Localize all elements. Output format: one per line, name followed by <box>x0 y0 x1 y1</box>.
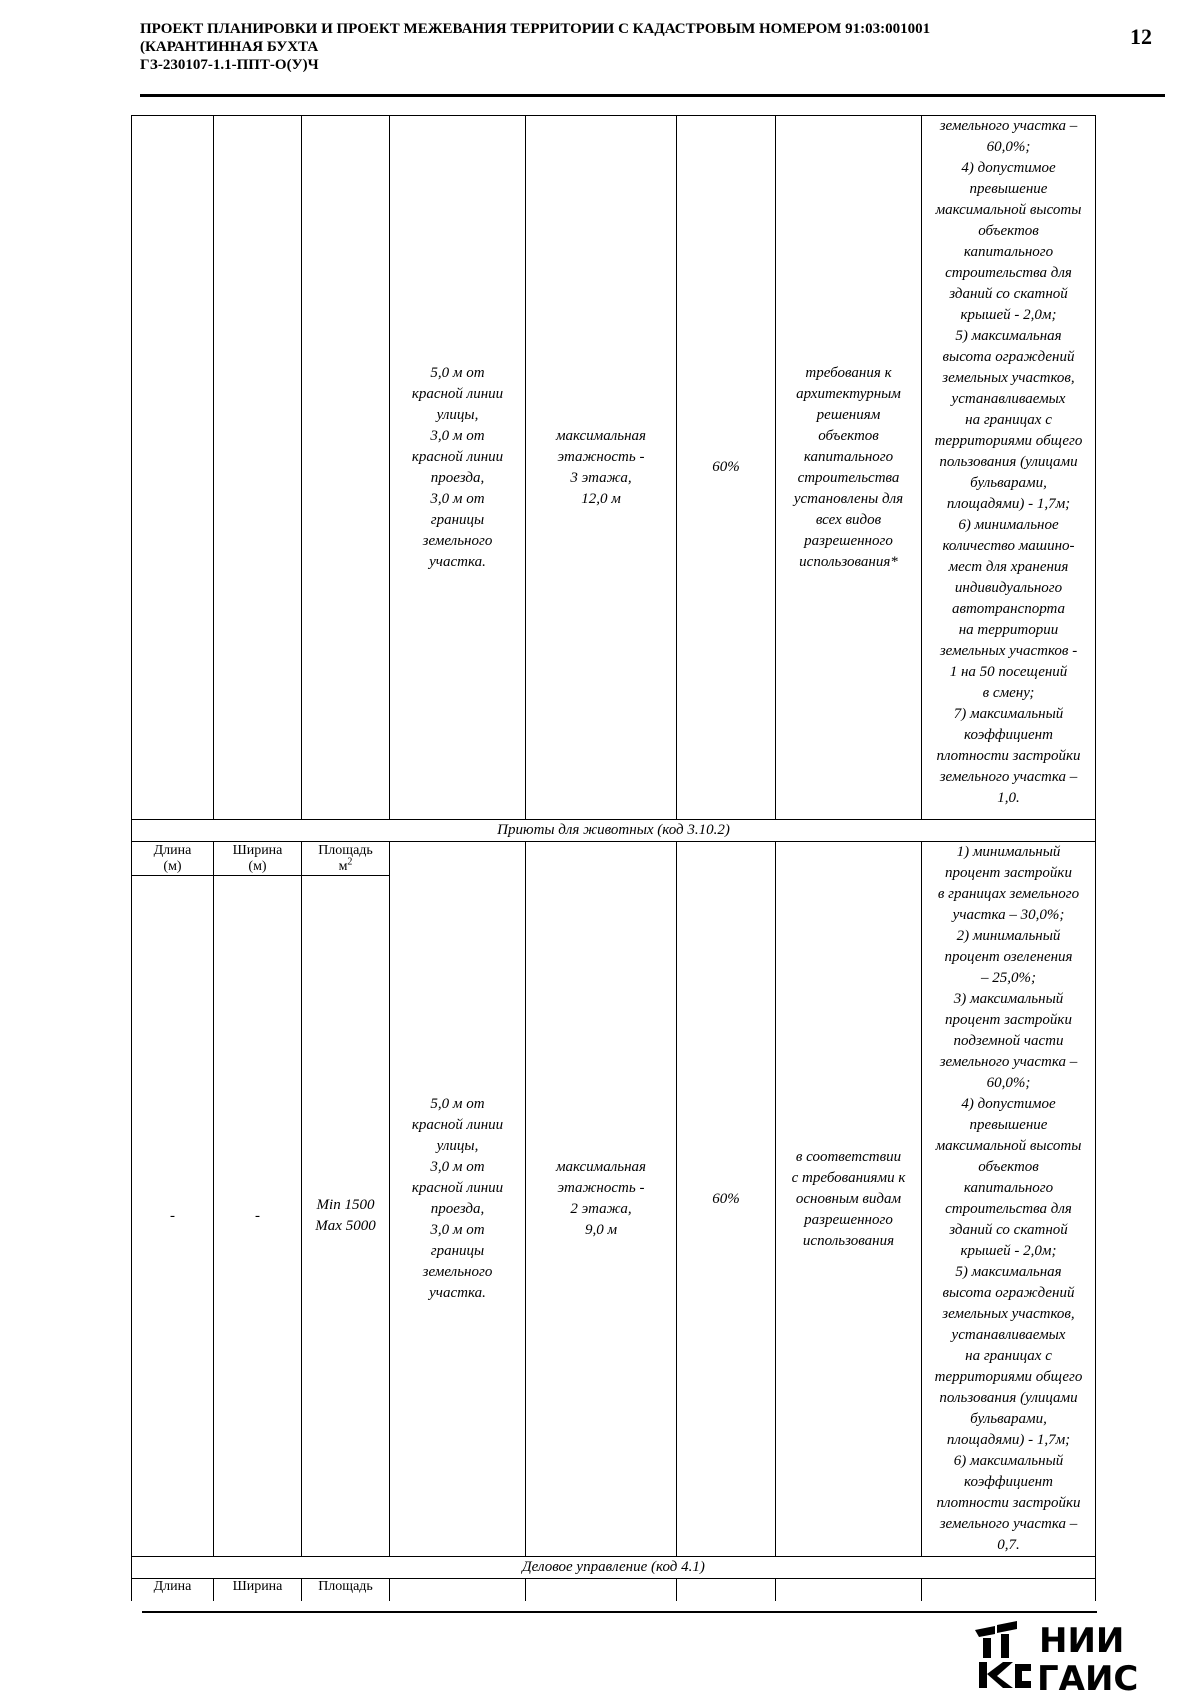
requirements-cell: требования к архитектурным решениям объектов капитального строительства установлены для всех видов разрешенного использования* <box>776 116 922 820</box>
column-header-width: Ширина <box>214 1579 302 1601</box>
section-title-animal-shelters: Приюты для животных (код 3.10.2) <box>132 820 1096 842</box>
other-params-cell: 1) минимальный процент застройки в границах земельного участка – 30,0%; 2) минимальный процент озеленения – 25,0%; 3) максимальный процент застройки подземной части земельного участка – 60,0%; 4) допустимое превышение максимальной высоты объектов капитального строительства для зданий со скатной крышей - 2,0м; 5) максимальная высота ограждений земельных участков, устанавливаемых на границах с территориями общего пользования (улицами бульварами, площадями) - 1,7м; 6) максимальный коэффициент плотности застройки земельного участка – 0,7. <box>922 842 1096 1557</box>
empty-cell <box>677 1579 776 1601</box>
area-cell <box>302 116 390 820</box>
empty-cell <box>390 1579 526 1601</box>
column-header-area: Площадь $м^2$ <box>302 842 390 876</box>
length-value: - <box>132 876 214 1557</box>
table-row <box>132 116 1096 820</box>
setbacks-cell: 5,0 м от красной линии улицы, 3,0 м от красной линии проезда, 3,0 м от границы земельного участка. <box>390 842 526 1557</box>
document-header <box>140 20 1080 74</box>
column-header-length: Длина (м) <box>132 842 214 876</box>
setbacks-cell: 5,0 м от красной линии улицы, 3,0 м от красной линии проезда, 3,0 м от границы земельного участка. <box>390 116 526 820</box>
width-value: - <box>214 876 302 1557</box>
height-cell: максимальная этажность - 3 этажа, 12,0 м <box>526 116 677 820</box>
section-title-business-management: Деловое управление (код 4.1) <box>132 1557 1096 1579</box>
zoning-table <box>131 115 1096 1601</box>
header-rule <box>140 94 1165 97</box>
header-line-3: ГЗ-230107-1.1-ППТ-О(У)Ч <box>140 57 319 73</box>
height-cell: максимальная этажность - 2 этажа, 9,0 м <box>526 842 677 1557</box>
other-params-cell: земельного участка – 60,0%; 4) допустимое превышение максимальной высоты объектов капитального строительства для зданий со скатной крышей - 2,0м; 5) максимальная высота ограждений земельных участков, устанавливаемых на границах с территориями общего пользования (улицами бульварами, площадями) - 1,7м; 6) минимальное количество машино- мест для хранения индивидуального автотранспорта на территории земельных участков - 1 на 50 посещений в смену; 7) максимальный коэффициент плотности застройки земельного участка – 1,0. <box>922 116 1096 820</box>
length-cell <box>132 116 214 820</box>
empty-cell <box>922 1579 1096 1601</box>
svg-text:НИИ: НИИ <box>1039 1621 1125 1661</box>
coverage-cell: 60% <box>677 842 776 1557</box>
area-value: Min 1500 Max 5000 <box>302 876 390 1557</box>
section-row <box>132 1557 1096 1579</box>
section-row <box>132 820 1096 842</box>
coverage-cell: 60% <box>677 116 776 820</box>
niigais-logo <box>975 1620 1165 1696</box>
footer-rule <box>142 1611 1097 1613</box>
column-header-width: Ширина (м) <box>214 842 302 876</box>
requirements-cell: в соответствии с требованиями к основным видам разрешенного использования <box>776 842 922 1557</box>
empty-cell <box>526 1579 677 1601</box>
empty-cell <box>776 1579 922 1601</box>
header-line-1: ПРОЕКТ ПЛАНИРОВКИ И ПРОЕКТ МЕЖЕВАНИЯ ТЕРРИТОРИИ С КАДАСТРОВЫМ НОМЕРОМ 91:03:001001 <box>140 21 931 37</box>
table-row <box>132 1579 1096 1601</box>
column-header-area: Площадь <box>302 1579 390 1601</box>
table-row <box>132 842 1096 876</box>
svg-text:ГАИС: ГАИС <box>1037 1659 1139 1696</box>
page-number: 12 <box>1130 24 1152 49</box>
column-header-length: Длина <box>132 1579 214 1601</box>
width-cell <box>214 116 302 820</box>
header-line-2: (КАРАНТИННАЯ БУХТА <box>140 39 319 55</box>
